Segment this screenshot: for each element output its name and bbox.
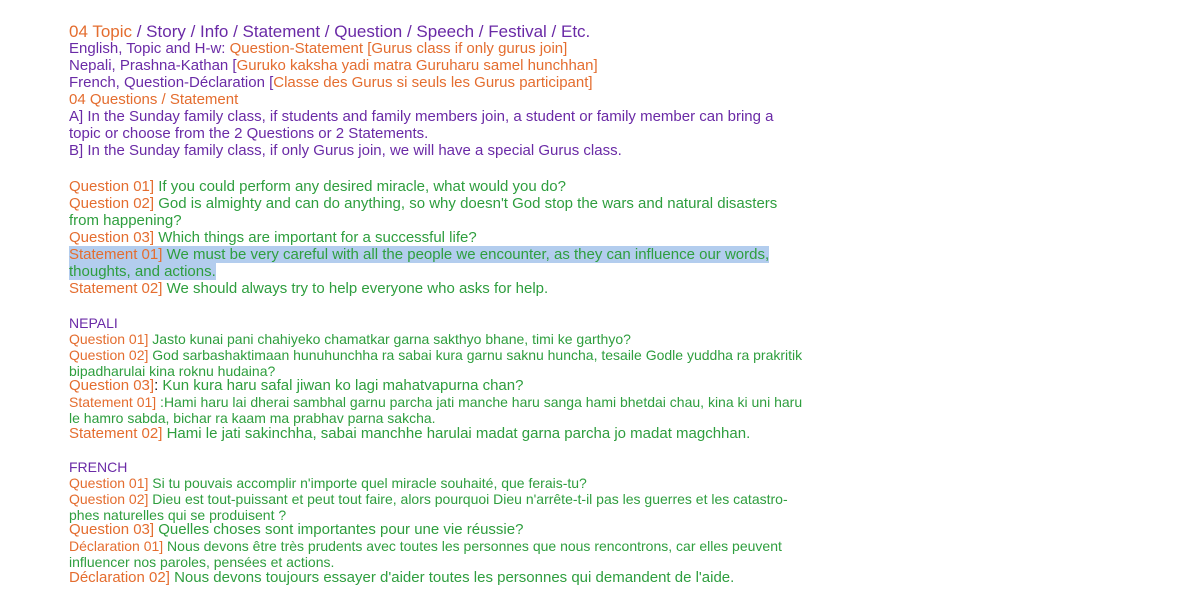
- question-text: Dieu est tout-puissant et peut tout faire, alors pourquoi Dieu n'arrête-t-il pas les guerres et les catastro-: [148, 491, 788, 507]
- statement-text: :Hami haru lai dherai sambhal garnu parcha jati manche haru sanga hami bhetdai chau, kina ki uni haru: [156, 394, 803, 410]
- question-text: God is almighty and can do anything, so why doesn't God stop the wars and natural disasters: [154, 195, 778, 212]
- question-text: Which things are important for a successful life?: [154, 229, 477, 246]
- english-title-line: [69, 40, 567, 57]
- question-text: If you could perform any desired miracle, what would you do?: [154, 178, 566, 195]
- statement-label: Statement 02]: [69, 280, 163, 297]
- rule-b: B] In the Sunday family class, if only Gurus join, we will have a special Gurus class.: [69, 142, 622, 159]
- question-label: Question 01]: [69, 331, 149, 347]
- english-question-3: [69, 229, 477, 246]
- topic-line: [69, 23, 590, 40]
- nepali-question-1: [69, 331, 631, 348]
- declaration-label: Déclaration 01]: [69, 538, 164, 554]
- statement-text: Hami le jati sakinchha, sabai manchhe harulai madat garna parcha jo madat magchhan.: [162, 425, 751, 442]
- french-question-2-cont: phes naturelles qui se produisent ?: [69, 507, 287, 523]
- question-label: Question 02]: [69, 491, 149, 507]
- nepali-statement-2: [69, 425, 750, 442]
- nepali-value: Guruko kaksha yadi matra Guruharu samel hunchhan]: [236, 57, 598, 74]
- statement-label: Statement 01]: [69, 394, 157, 410]
- question-text: Kun kura haru safal jiwan ko lagi mahatvapurna chan?: [158, 377, 524, 394]
- question-label: Question 01]: [69, 475, 149, 491]
- french-declaration-1: [69, 538, 782, 555]
- nepali-question-3: [69, 377, 523, 394]
- question-text: Quelles choses sont importantes pour une vie réussie?: [154, 521, 524, 538]
- topic-prefix: 04 Topic: [69, 22, 133, 41]
- question-label: Question 01]: [69, 178, 155, 195]
- french-heading: FRENCH: [69, 459, 128, 475]
- question-text: Si tu pouvais accomplir n'importe quel miracle souhaité, que ferais-tu?: [148, 475, 587, 491]
- rule-a-line2: topic or choose from the 2 Questions or 2 Statements.: [69, 125, 429, 142]
- declaration-text: Nous devons toujours essayer d'aider toutes les personnes qui demandent de l'aide.: [169, 569, 735, 586]
- question-label: Question 03]: [69, 229, 155, 246]
- french-title-line: [69, 74, 593, 91]
- declaration-text: Nous devons être très prudents avec toutes les personnes que nous rencontrons, car elles peuvent: [163, 538, 782, 554]
- french-label: French, Question-Déclaration [: [69, 74, 274, 91]
- french-declaration-2: [69, 569, 734, 586]
- nepali-title-line: [69, 57, 598, 74]
- question-text: Jasto kunai pani chahiyeko chamatkar garna sakthyo bhane, timi ke garthyo?: [148, 331, 631, 347]
- nepali-statement-1: [69, 394, 802, 411]
- french-question-1: [69, 475, 587, 492]
- english-question-2-cont: from happening?: [69, 212, 182, 229]
- english-question-2: [69, 195, 777, 212]
- statement-text: We must be very careful with all the people we encounter, as they can influence our words,: [162, 246, 770, 263]
- nepali-question-2-cont: bipadharulai kina roknu hudaina?: [69, 363, 276, 379]
- topic-rest: / Story / Info / Statement / Question / Speech / Festival / Etc.: [132, 22, 591, 41]
- english-label: English, Topic and H-w:: [69, 40, 230, 57]
- section-title: 04 Questions / Statement: [69, 91, 239, 108]
- french-question-3: [69, 521, 523, 538]
- statement-label: Statement 01]: [69, 246, 163, 263]
- nepali-statement-1-cont: le hamro sabda, bichar ra kaam ma prabhav parna sakcha.: [69, 410, 436, 426]
- statement-text: thoughts, and actions.: [69, 263, 216, 280]
- english-statement-1-cont[interactable]: [69, 263, 216, 280]
- english-question-1: [69, 178, 566, 195]
- declaration-label: Déclaration 02]: [69, 569, 170, 586]
- nepali-heading: NEPALI: [69, 315, 118, 331]
- statement-label: Statement 02]: [69, 425, 163, 442]
- question-label: Question 02]: [69, 347, 149, 363]
- english-value: Question-Statement [Gurus class if only gurus join]: [229, 40, 568, 57]
- english-statement-1[interactable]: [69, 246, 769, 263]
- statement-text: We should always try to help everyone who asks for help.: [162, 280, 549, 297]
- question-label: Question 03]: [69, 377, 155, 394]
- question-colon: :: [154, 377, 159, 394]
- rule-a-line1: A] In the Sunday family class, if students and family members join, a student or family member can bring a: [69, 108, 774, 125]
- french-declaration-1-cont: influencer nos paroles, pensées et actions.: [69, 554, 335, 570]
- english-statement-2: [69, 280, 548, 297]
- nepali-label: Nepali, Prashna-Kathan [: [69, 57, 237, 74]
- question-label: Question 03]: [69, 521, 155, 538]
- nepali-question-2: [69, 347, 802, 364]
- question-text: God sarbashaktimaan hunuhunchha ra sabai kura garnu saknu huncha, tesaile Godle yuddha ra prakritik: [148, 347, 803, 363]
- french-value: Classe des Gurus si seuls les Gurus participant]: [273, 74, 593, 91]
- question-label: Question 02]: [69, 195, 155, 212]
- french-question-2: [69, 491, 788, 508]
